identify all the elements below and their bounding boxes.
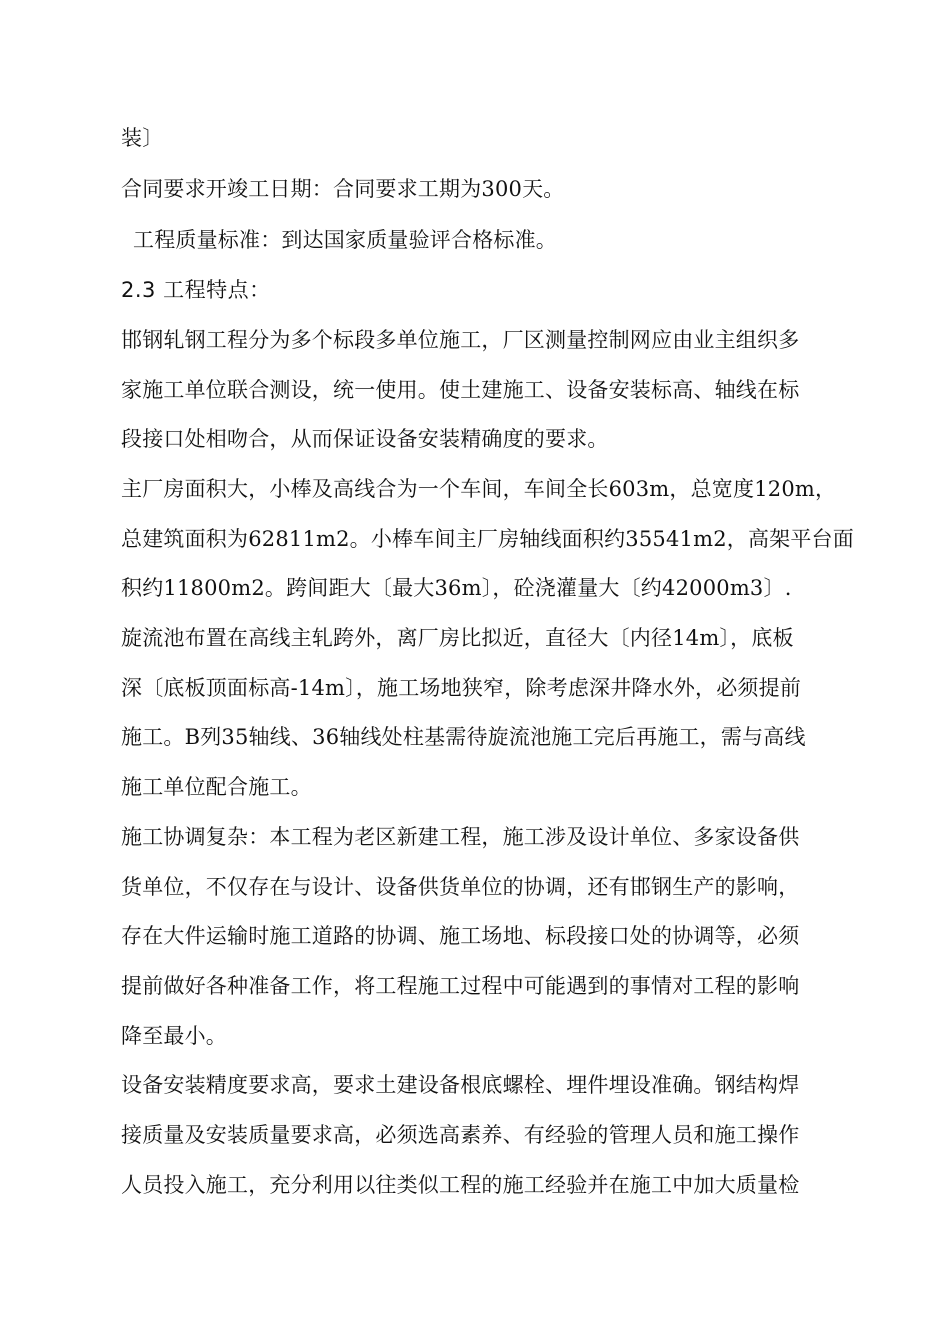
paragraph-3-line-1: 旋流池布置在高线主轧跨外，离厂房比拟近，直径大〔内径14m〕，底板 (121, 626, 794, 650)
paragraph-1-line-1: 邯钢轧钢工程分为多个标段多单位施工，厂区测量控制网应由业主组织多 (121, 328, 800, 352)
paragraph-4-line-2: 货单位，不仅存在与设计、设备供货单位的协调，还有邯钢生产的影响， (121, 875, 800, 899)
paragraph-3-line-2: 深〔底板顶面标高-14m〕，施工场地狭窄，除考虑深井降水外，必须提前 (121, 676, 802, 700)
paragraph-4-line-4: 提前做好各种准备工作，将工程施工过程中可能遇到的事情对工程的影响 (121, 974, 800, 998)
paragraph-1-line-3: 段接口处相吻合，从而保证设备安装精确度的要求。 (121, 427, 609, 451)
quality-standard-line: 工程质量标准：到达国家质量验评合格标准。 (133, 228, 557, 252)
paragraph-1-line-2: 家施工单位联合测设，统一使用。使土建施工、设备安装标高、轴线在标 (121, 378, 800, 402)
paragraph-5-line-2: 接质量及安装质量要求高，必须选高素养、有经验的管理人员和施工操作 (121, 1123, 800, 1147)
contract-duration-line: 合同要求开竣工日期：合同要求工期为300天。 (121, 177, 565, 201)
paragraph-4-line-5: 降至最小。 (121, 1024, 227, 1048)
paragraph-5-line-3: 人员投入施工，充分利用以往类似工程的施工经验并在施工中加大质量检 (121, 1173, 800, 1197)
paragraph-5-line-1: 设备安装精度要求高，要求土建设备根底螺栓、埋件埋设准确。钢结构焊 (121, 1073, 800, 1097)
paragraph-2-line-1: 主厂房面积大，小棒及高线合为一个车间，车间全长603m，总宽度120m， (121, 477, 837, 501)
paragraph-4-line-3: 存在大件运输时施工道路的协调、施工场地、标段接口处的协调等，必须 (121, 924, 800, 948)
section-heading: 2.3 工程特点： (121, 278, 271, 302)
paragraph-2-line-2: 总建筑面积为62811m2。小棒车间主厂房轴线面积约35541m2，高架平台面 (121, 527, 854, 551)
intro-fragment: 装〕 (121, 126, 164, 150)
paragraph-3-line-4: 施工单位配合施工。 (121, 775, 312, 799)
paragraph-3-line-3: 施工。B列35轴线、36轴线处柱基需待旋流池施工完后再施工，需与高线 (121, 725, 806, 749)
paragraph-4-line-1: 施工协调复杂：本工程为老区新建工程，施工涉及设计单位、多家设备供 (121, 825, 800, 849)
paragraph-2-line-3: 积约11800m2。跨间距大〔最大36m〕，砼浇灌量大〔约42000m3〕. (121, 576, 792, 600)
